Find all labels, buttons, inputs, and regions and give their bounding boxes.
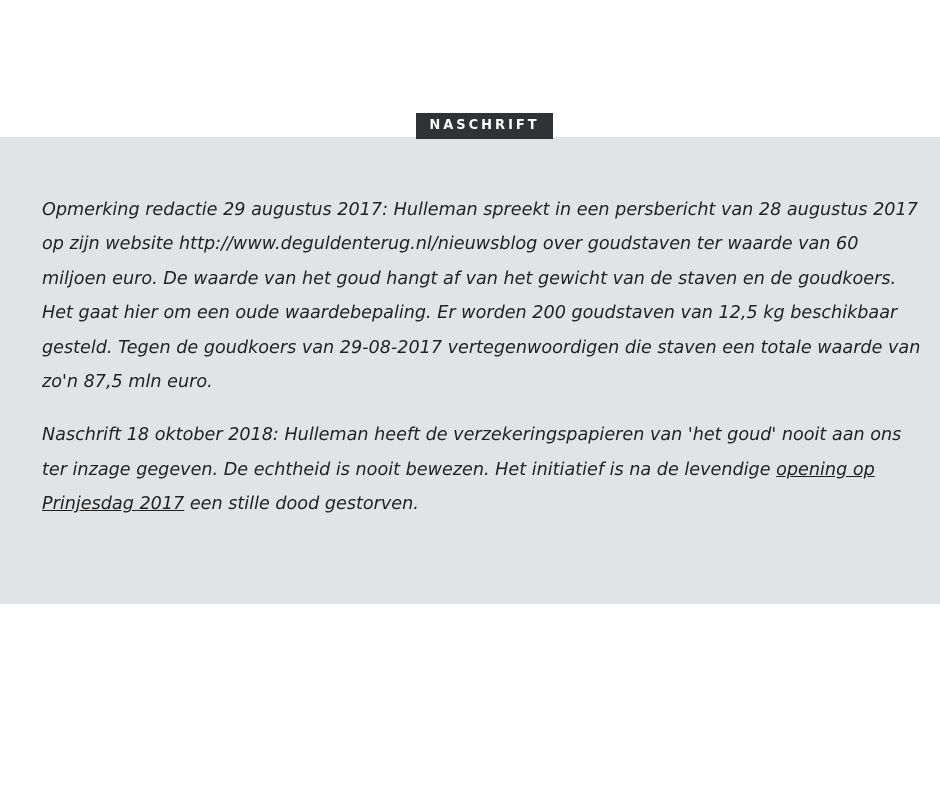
- postscript-text-end: een stille dood gestorven.: [184, 494, 419, 515]
- postscript-paragraph: [42, 418, 926, 521]
- postscript-content: [42, 193, 926, 541]
- opening-prinsjesdag-link[interactable]: opening op Prinjesdag 2017: [42, 459, 875, 515]
- editorial-note-paragraph: Opmerking redactie 29 augustus 2017: Hulleman spreekt in een persbericht van 28 augustus 2017 op zijn website http://www.deguldenterug.nl/nieuwsblog over goudstaven ter waarde van 60 miljoen euro. De waarde van het goud hangt af van het gewicht van de staven en de goudkoers. Het gaat hier om een oude waardebepaling. Er worden 200 goudstaven van 12,5 kg beschikbaar gesteld. Tegen de goudkoers van 29-08-2017 vertegenwoordigen die staven een totale waarde van zo'n 87,5 mln euro.: [42, 200, 921, 393]
- section-label: NASCHRIFT: [416, 113, 553, 139]
- postscript-text-start: Naschrift 18 oktober 2018: Hulleman heeft de verzekeringspapieren van 'het goud' nooit aan ons ter inzage gegeven. De echtheid is nooit bewezen. Het initiatief is na de levendige: [42, 425, 902, 480]
